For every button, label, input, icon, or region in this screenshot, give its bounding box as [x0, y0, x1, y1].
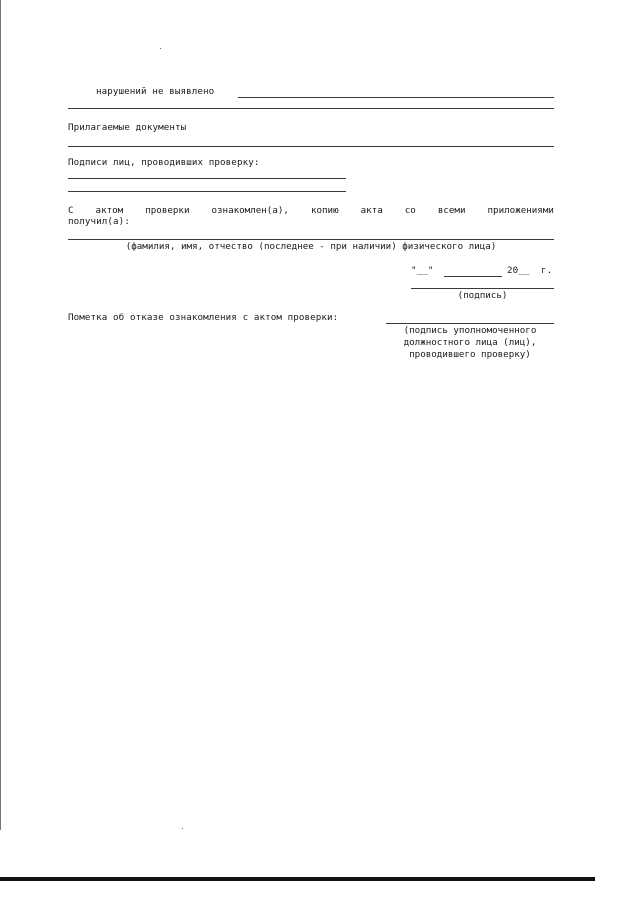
no-violations-line-2 [68, 108, 554, 109]
no-violations-label: нарушений не выявлено [96, 86, 215, 97]
ack-word: С [68, 205, 74, 216]
signatures-label: Подписи лиц, проводивших проверку: [68, 157, 260, 168]
scan-speck [182, 828, 183, 829]
date-year: 20__ [507, 265, 530, 276]
signature-line-1 [68, 178, 346, 179]
official-signature-line [386, 323, 554, 324]
signature-caption: (подпись) [457, 290, 508, 301]
official-caption-1: (подпись уполномоченного [403, 325, 537, 336]
no-violations-line [238, 97, 554, 98]
date-month-line [444, 276, 502, 277]
ack-word: актом [95, 205, 124, 216]
acknowledgement-line-2: получил(а): [68, 216, 130, 227]
ack-word: ознакомлен(а), [211, 205, 289, 216]
refusal-label: Пометка об отказе ознакомления с актом проверки: [68, 312, 339, 323]
date-day: "__" [411, 265, 434, 276]
attached-docs-label: Прилагаемые документы [68, 122, 187, 133]
ack-word: со [404, 205, 416, 216]
ack-word: акта [360, 205, 383, 216]
official-caption-2: должностного лица (лиц), [403, 337, 537, 348]
page-bottom-edge [0, 877, 595, 881]
official-caption-3: проводившего проверку) [409, 349, 531, 360]
page-left-edge [0, 0, 1, 830]
signature-line [411, 288, 554, 289]
ack-word: копию [310, 205, 339, 216]
attached-docs-line [68, 146, 554, 147]
signature-line-2 [68, 191, 346, 192]
date-suffix: г. [541, 265, 553, 276]
fio-caption: (фамилия, имя, отчество (последнее - при наличии) физического лица) [125, 241, 497, 252]
ack-word: всеми [437, 205, 466, 216]
acknowledgement-line-1 [68, 205, 554, 216]
scan-speck [160, 48, 161, 49]
fio-line [68, 239, 554, 240]
ack-word: приложениями [487, 205, 554, 216]
ack-word: проверки [145, 205, 190, 216]
